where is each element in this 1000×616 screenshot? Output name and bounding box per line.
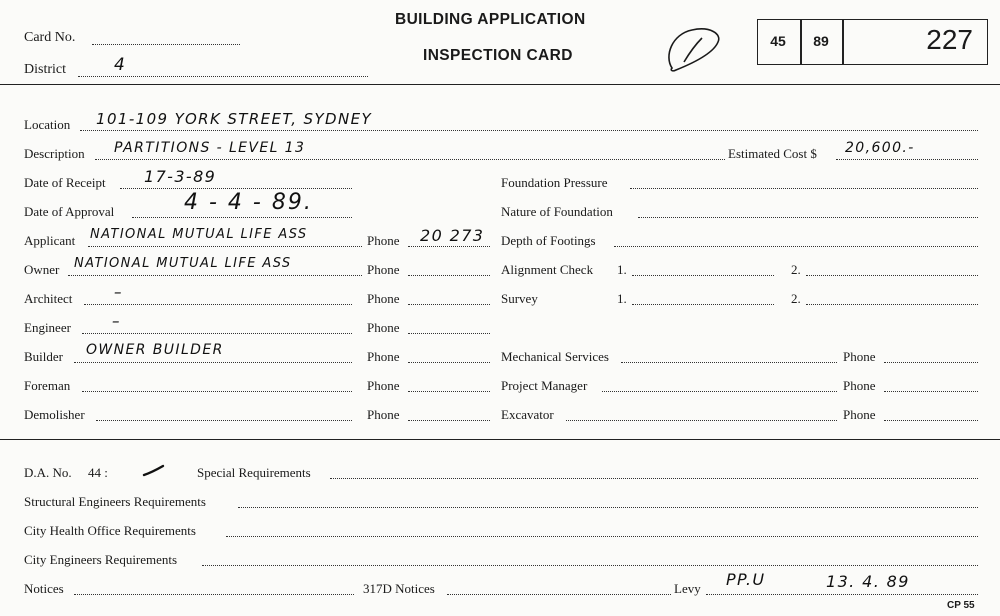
nature-foundation-label: Nature of Foundation xyxy=(501,204,613,219)
owner-phone-field[interactable] xyxy=(408,275,490,276)
owner-field[interactable] xyxy=(68,275,362,276)
project-manager-phone-field[interactable] xyxy=(884,391,978,392)
description-value: PARTITIONS - LEVEL 13 xyxy=(114,140,306,156)
location-label: Location xyxy=(24,117,71,132)
district-value: 4 xyxy=(114,55,127,75)
city-engineers-field[interactable] xyxy=(202,565,978,566)
levy-label: Levy xyxy=(674,581,701,596)
alignment-check-1-field[interactable] xyxy=(632,275,774,276)
date-approval-value: 4 - 4 - 89. xyxy=(184,190,313,215)
project-manager-label: Project Manager xyxy=(501,378,588,393)
owner-phone-label: Phone xyxy=(367,262,400,277)
survey-2-field[interactable] xyxy=(806,304,978,305)
box-number-text: 227 xyxy=(926,24,973,55)
engineer-phone-field[interactable] xyxy=(408,333,490,334)
health-field[interactable] xyxy=(226,536,978,537)
da-number: 44 : xyxy=(88,465,108,480)
survey-2-label: 2. xyxy=(791,291,801,306)
estimated-cost-label: Estimated Cost $ xyxy=(728,146,817,161)
applicant-label: Applicant xyxy=(24,233,76,248)
project-manager-field[interactable] xyxy=(602,391,837,392)
architect-value: – xyxy=(114,283,123,301)
date-approval-field[interactable] xyxy=(132,217,352,218)
builder-phone-field[interactable] xyxy=(408,362,490,363)
district-field[interactable] xyxy=(78,76,368,77)
nature-foundation-field[interactable] xyxy=(638,217,978,218)
project-manager-phone-label: Phone xyxy=(843,378,876,393)
demolisher-label: Demolisher xyxy=(24,407,85,422)
card-no-field[interactable] xyxy=(92,44,240,45)
survey-label: Survey xyxy=(501,291,538,306)
demolisher-phone-label: Phone xyxy=(367,407,400,422)
notices-field[interactable] xyxy=(74,594,354,595)
builder-field[interactable] xyxy=(74,362,352,363)
header-divider xyxy=(0,84,1000,85)
applicant-value: NATIONAL MUTUAL LIFE ASS xyxy=(90,227,308,242)
notices-label: Notices xyxy=(24,581,64,596)
foreman-label: Foreman xyxy=(24,378,71,393)
date-receipt-label: Date of Receipt xyxy=(24,175,106,190)
box-b-text: 89 xyxy=(813,33,829,49)
location-value: 101-109 YORK STREET, SYDNEY xyxy=(96,110,373,128)
engineer-field[interactable] xyxy=(82,333,352,334)
demolisher-phone-field[interactable] xyxy=(408,420,490,421)
foreman-field[interactable] xyxy=(82,391,352,392)
excavator-field[interactable] xyxy=(566,420,837,421)
form-title-line2: INSPECTION CARD xyxy=(423,47,573,64)
da-tick-mark-icon xyxy=(142,464,166,478)
district-label: District xyxy=(24,62,66,77)
stamp-scribble-icon xyxy=(662,26,724,76)
city-engineers-label: City Engineers Requirements xyxy=(24,552,178,567)
architect-label: Architect xyxy=(24,291,73,306)
owner-label: Owner xyxy=(24,262,60,277)
estimated-cost-value: 20,600.- xyxy=(845,140,915,156)
foreman-phone-field[interactable] xyxy=(408,391,490,392)
depth-footings-field[interactable] xyxy=(614,246,978,247)
owner-value: NATIONAL MUTUAL LIFE ASS xyxy=(74,256,292,271)
excavator-phone-field[interactable] xyxy=(884,420,978,421)
engineer-phone-label: Phone xyxy=(367,320,400,335)
architect-field[interactable] xyxy=(84,304,352,305)
health-label: City Health Office Requirements xyxy=(24,523,196,538)
notices-317d-field[interactable] xyxy=(447,594,671,595)
structural-field[interactable] xyxy=(238,507,978,508)
alignment-check-label: Alignment Check xyxy=(501,262,594,277)
mechanical-phone-label: Phone xyxy=(843,349,876,364)
foundation-pressure-label: Foundation Pressure xyxy=(501,175,608,190)
structural-label: Structural Engineers Requirements xyxy=(24,494,206,509)
special-requirements-label: Special Requirements xyxy=(197,465,311,480)
architect-phone-label: Phone xyxy=(367,291,400,306)
card-no-label: Card No. xyxy=(24,30,76,45)
demolisher-field[interactable] xyxy=(96,420,352,421)
foundation-pressure-field[interactable] xyxy=(630,188,978,189)
applicant-phone-label: Phone xyxy=(367,233,400,248)
alignment-check-1-label: 1. xyxy=(617,262,627,277)
engineer-label: Engineer xyxy=(24,320,71,335)
description-field[interactable] xyxy=(95,159,725,160)
engineer-value: – xyxy=(112,312,121,330)
da-no-label: D.A. No. xyxy=(24,465,72,480)
description-label: Description xyxy=(24,146,85,161)
depth-footings-label: Depth of Footings xyxy=(501,233,596,248)
applicant-phone-value: 20 273 xyxy=(420,226,485,245)
excavator-label: Excavator xyxy=(501,407,554,422)
foreman-phone-label: Phone xyxy=(367,378,400,393)
alignment-check-2-field[interactable] xyxy=(806,275,978,276)
levy-field[interactable] xyxy=(706,594,978,595)
form-code: CP 55 xyxy=(947,600,975,611)
date-receipt-value: 17-3-89 xyxy=(144,167,217,186)
mechanical-label: Mechanical Services xyxy=(501,349,609,364)
survey-1-label: 1. xyxy=(617,291,627,306)
applicant-phone-field[interactable] xyxy=(408,246,490,247)
levy-code-value: PP.U xyxy=(726,570,766,589)
applicant-field[interactable] xyxy=(88,246,362,247)
builder-label: Builder xyxy=(24,349,63,364)
notices-317d-label: 317D Notices xyxy=(363,581,435,596)
alignment-check-2-label: 2. xyxy=(791,262,801,277)
builder-phone-label: Phone xyxy=(367,349,400,364)
levy-date-value: 13. 4. 89 xyxy=(826,572,910,591)
form-title-line1: BUILDING APPLICATION xyxy=(395,11,586,28)
special-requirements-field[interactable] xyxy=(330,478,978,479)
location-field[interactable] xyxy=(80,130,978,131)
section-divider xyxy=(0,439,1000,440)
date-approval-label: Date of Approval xyxy=(24,204,115,219)
mechanical-field[interactable] xyxy=(621,362,837,363)
excavator-phone-label: Phone xyxy=(843,407,876,422)
date-receipt-field[interactable] xyxy=(120,188,352,189)
mechanical-phone-field[interactable] xyxy=(884,362,978,363)
estimated-cost-field[interactable] xyxy=(836,159,978,160)
survey-1-field[interactable] xyxy=(632,304,774,305)
architect-phone-field[interactable] xyxy=(408,304,490,305)
builder-value: OWNER BUILDER xyxy=(86,342,224,358)
box-a-text: 45 xyxy=(770,33,786,49)
